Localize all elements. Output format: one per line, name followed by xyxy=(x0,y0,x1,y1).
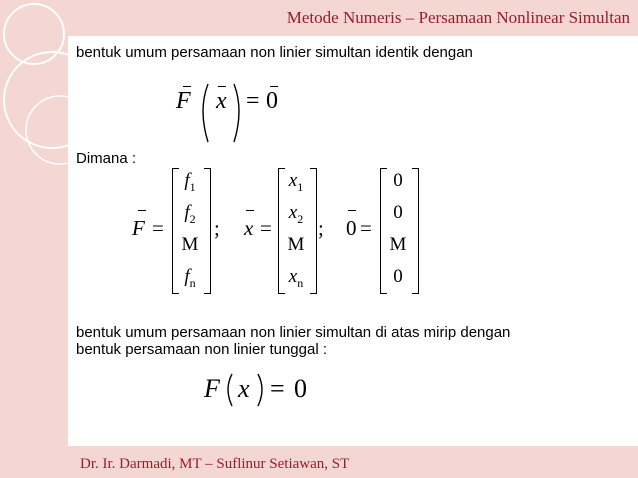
footer-authors: Dr. Ir. Darmadi, MT – Suflinur Setiawan, ST xyxy=(80,456,350,472)
x-entry-ellipsis: M xyxy=(287,234,305,255)
vector-F-symbol: F xyxy=(132,216,145,240)
intro-text: bentuk umum persamaan non linier simultan identik dengan xyxy=(76,44,473,61)
overbar-zero-vector xyxy=(348,210,356,211)
F-entry-1: $f_1$ xyxy=(184,170,196,194)
overbar-F-vector xyxy=(138,210,146,211)
overbar-F xyxy=(183,86,191,87)
vector-x-symbol: x xyxy=(244,216,254,240)
vector-zero-symbol: 0 xyxy=(346,216,357,240)
F-entry-2: $f_2$ xyxy=(184,202,196,226)
overbar-zero xyxy=(270,86,278,87)
separator-1: ; xyxy=(214,216,220,240)
separator-2: ; xyxy=(318,216,324,240)
slide-title: Metode Numeris – Persamaan Nonlinear Simultan xyxy=(286,8,630,27)
overbar-x-vector xyxy=(246,210,254,211)
x-entry-n: $x_n$ xyxy=(288,266,304,290)
F-entry-n: $f_n$ xyxy=(184,266,196,290)
overbar-x xyxy=(218,86,226,87)
eq2-zero: 0 xyxy=(294,374,307,403)
eq1-variable: x xyxy=(216,88,227,114)
zero-entry-2: 0 xyxy=(393,202,403,223)
eq1-function: F xyxy=(176,88,191,114)
x-entry-2: $x_2$ xyxy=(288,202,304,226)
dimana-label: Dimana : xyxy=(76,150,137,167)
eq1-equals: = xyxy=(246,88,260,114)
decorative-circles xyxy=(0,0,68,478)
eq1-zero: 0 xyxy=(266,88,278,114)
vector-x-equals: = xyxy=(260,216,272,240)
x-entry-1: $x_1$ xyxy=(288,170,304,194)
eq2-function: F xyxy=(204,374,220,403)
vector-zero-equals: = xyxy=(360,216,372,240)
zero-entry-1: 0 xyxy=(393,170,403,191)
eq2-equals: = xyxy=(270,374,285,403)
decorative-side-band xyxy=(0,0,68,478)
eq2-variable: x xyxy=(238,374,250,403)
zero-entry-n: 0 xyxy=(393,266,403,287)
zero-entry-ellipsis: M xyxy=(389,234,407,255)
vector-F-equals: = xyxy=(152,216,164,240)
F-entry-ellipsis: M xyxy=(181,234,199,255)
comparison-text-line1: bentuk umum persamaan non linier simultan di atas mirip dengan xyxy=(76,324,511,341)
comparison-text-line2: bentuk persamaan non linier tunggal : xyxy=(76,341,328,358)
